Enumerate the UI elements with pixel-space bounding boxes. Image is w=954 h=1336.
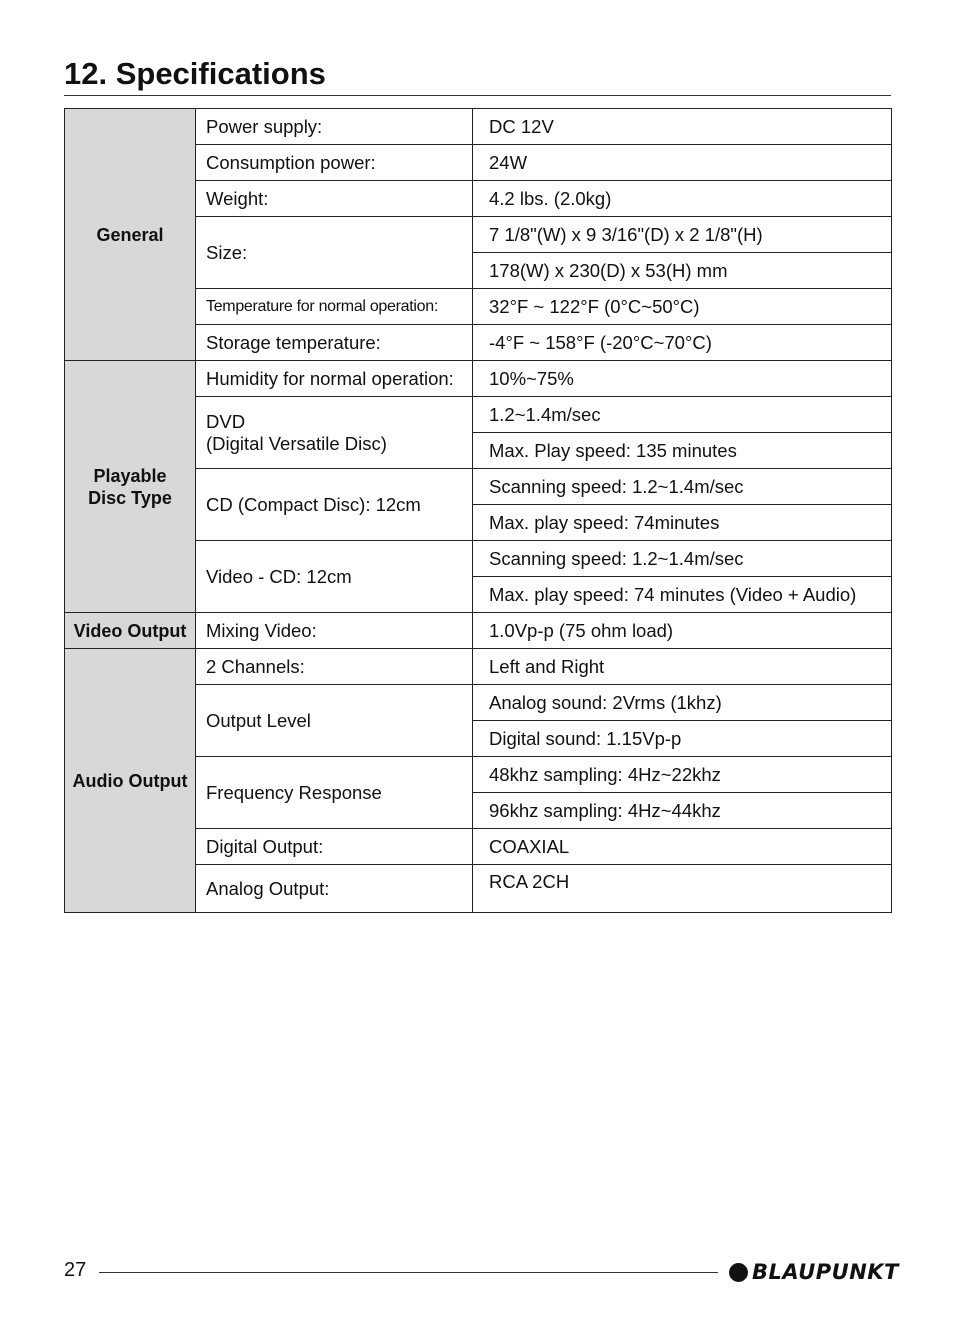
table-row — [65, 613, 892, 649]
brand-wordmark: BLAUPUNKT — [752, 1260, 899, 1284]
spec-label-dvd — [196, 397, 473, 469]
spec-label: Output Level — [196, 685, 473, 757]
spec-label: Analog Output: — [196, 865, 473, 913]
category-audio-output: Audio Output — [65, 649, 196, 913]
page-number: 27 — [64, 1259, 87, 1281]
spec-value: 1.2~1.4m/sec — [473, 397, 892, 433]
spec-label: Weight: — [196, 181, 473, 217]
category-video-output: Video Output — [65, 613, 196, 649]
category-general: General — [65, 109, 196, 361]
spec-label: Frequency Response — [196, 757, 473, 829]
spec-value: -4°F ~ 158°F (-20°C~70°C) — [473, 325, 892, 361]
table-row — [65, 109, 892, 145]
blaupunkt-dot-icon — [728, 1262, 749, 1283]
spec-label: Temperature for normal operation: — [196, 289, 473, 325]
spec-value: Max. play speed: 74 minutes (Video + Audio) — [473, 577, 892, 613]
spec-value: Max. Play speed: 135 minutes — [473, 433, 892, 469]
page-title: 12. Specifications — [64, 56, 326, 91]
spec-value: COAXIAL — [473, 829, 892, 865]
table-row — [65, 361, 892, 397]
brand-logo — [728, 1259, 899, 1285]
spec-value: 1.0Vp-p (75 ohm load) — [473, 613, 892, 649]
spec-label-line: DVD — [206, 410, 246, 432]
table-row — [65, 649, 892, 685]
spec-value: 4.2 lbs. (2.0kg) — [473, 181, 892, 217]
category-label-line: Playable — [93, 465, 167, 486]
spec-value: 178(W) x 230(D) x 53(H) mm — [473, 253, 892, 289]
spec-label: Humidity for normal operation: — [196, 361, 473, 397]
spec-label: Storage temperature: — [196, 325, 473, 361]
spec-label-line: (Digital Versatile Disc) — [206, 432, 387, 454]
spec-label: 2 Channels: — [196, 649, 473, 685]
spec-value: 7 1/8"(W) x 9 3/16"(D) x 2 1/8"(H) — [473, 217, 892, 253]
footer-divider — [99, 1272, 718, 1273]
spec-value: 48khz sampling: 4Hz~22khz — [473, 757, 892, 793]
spec-value: 32°F ~ 122°F (0°C~50°C) — [473, 289, 892, 325]
title-divider — [64, 95, 891, 96]
spec-value: Max. play speed: 74minutes — [473, 505, 892, 541]
spec-value: 10%~75% — [473, 361, 892, 397]
spec-label: CD (Compact Disc): 12cm — [196, 469, 473, 541]
spec-value: Scanning speed: 1.2~1.4m/sec — [473, 541, 892, 577]
spec-label: Power supply: — [196, 109, 473, 145]
spec-label: Size: — [196, 217, 473, 289]
spec-value: RCA 2CH — [473, 865, 892, 913]
spec-value: Analog sound: 2Vrms (1khz) — [473, 685, 892, 721]
spec-value: Left and Right — [473, 649, 892, 685]
specifications-table — [64, 108, 892, 913]
spec-value: 24W — [473, 145, 892, 181]
spec-label: Mixing Video: — [196, 613, 473, 649]
spec-label: Video - CD: 12cm — [196, 541, 473, 613]
spec-label: Digital Output: — [196, 829, 473, 865]
category-playable-disc-type — [65, 361, 196, 613]
spec-value: Digital sound: 1.15Vp-p — [473, 721, 892, 757]
spec-value: DC 12V — [473, 109, 892, 145]
category-label-line: Disc Type — [88, 487, 172, 508]
spec-label: Consumption power: — [196, 145, 473, 181]
spec-value: 96khz sampling: 4Hz~44khz — [473, 793, 892, 829]
spec-value: Scanning speed: 1.2~1.4m/sec — [473, 469, 892, 505]
